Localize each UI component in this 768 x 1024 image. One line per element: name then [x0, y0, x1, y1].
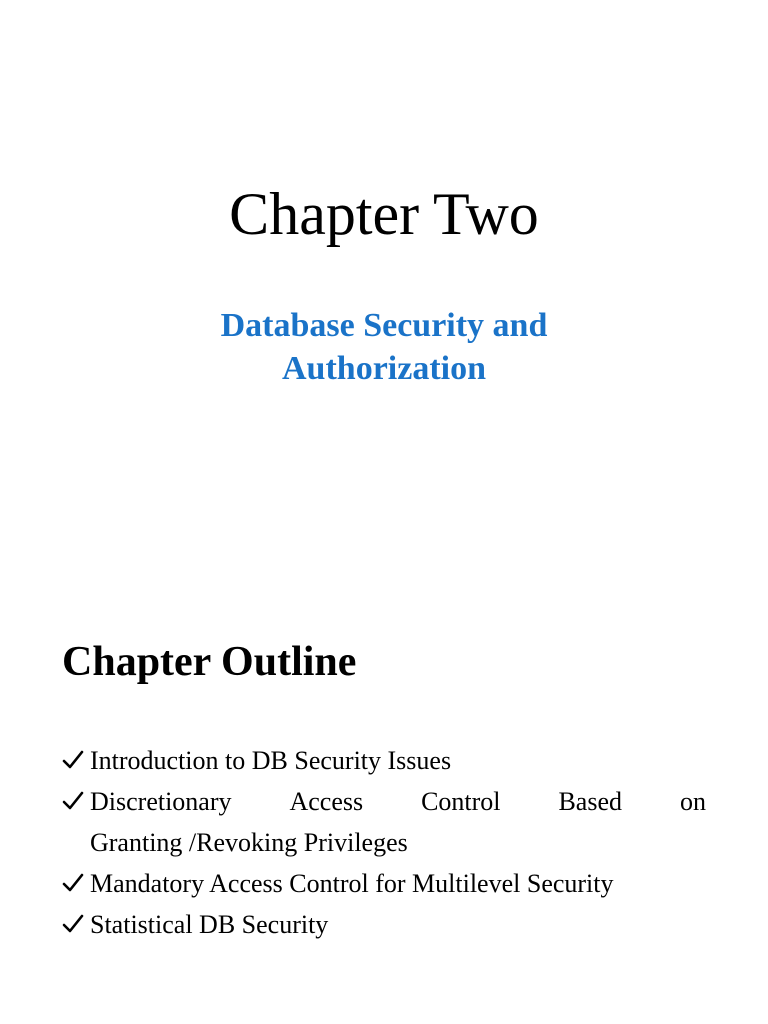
- outline-word: Based: [558, 787, 623, 816]
- subtitle-line-1: Database Security and: [220, 307, 548, 344]
- check-icon: [62, 873, 84, 893]
- chapter-subtitle: [0, 304, 768, 390]
- outline-item-text: Statistical DB Security: [90, 910, 329, 939]
- check-icon: [62, 791, 84, 811]
- check-icon: [62, 914, 84, 934]
- outline-item: [62, 863, 706, 904]
- outline-word: Control: [421, 787, 501, 816]
- subtitle-line-2: Authorization: [282, 350, 486, 387]
- outline-word: Discretionary: [90, 787, 232, 816]
- outline-word: on: [679, 787, 706, 816]
- outline-heading: Chapter Outline: [62, 639, 357, 685]
- outline-item-continuation: Granting /Revoking Privileges: [90, 828, 408, 857]
- outline-item-text: Mandatory Access Control for Multilevel Security: [90, 869, 614, 898]
- outline-item-text: Introduction to DB Security Issues: [90, 746, 452, 775]
- outline-item: [62, 904, 706, 945]
- chapter-title: Chapter Two: [229, 181, 539, 247]
- outline-item: [62, 781, 706, 863]
- outline-list: [62, 740, 706, 945]
- outline-item: [62, 740, 706, 781]
- outline-word: Access: [289, 787, 364, 816]
- outline-item-justified-line: [90, 781, 706, 822]
- check-icon: [62, 750, 84, 770]
